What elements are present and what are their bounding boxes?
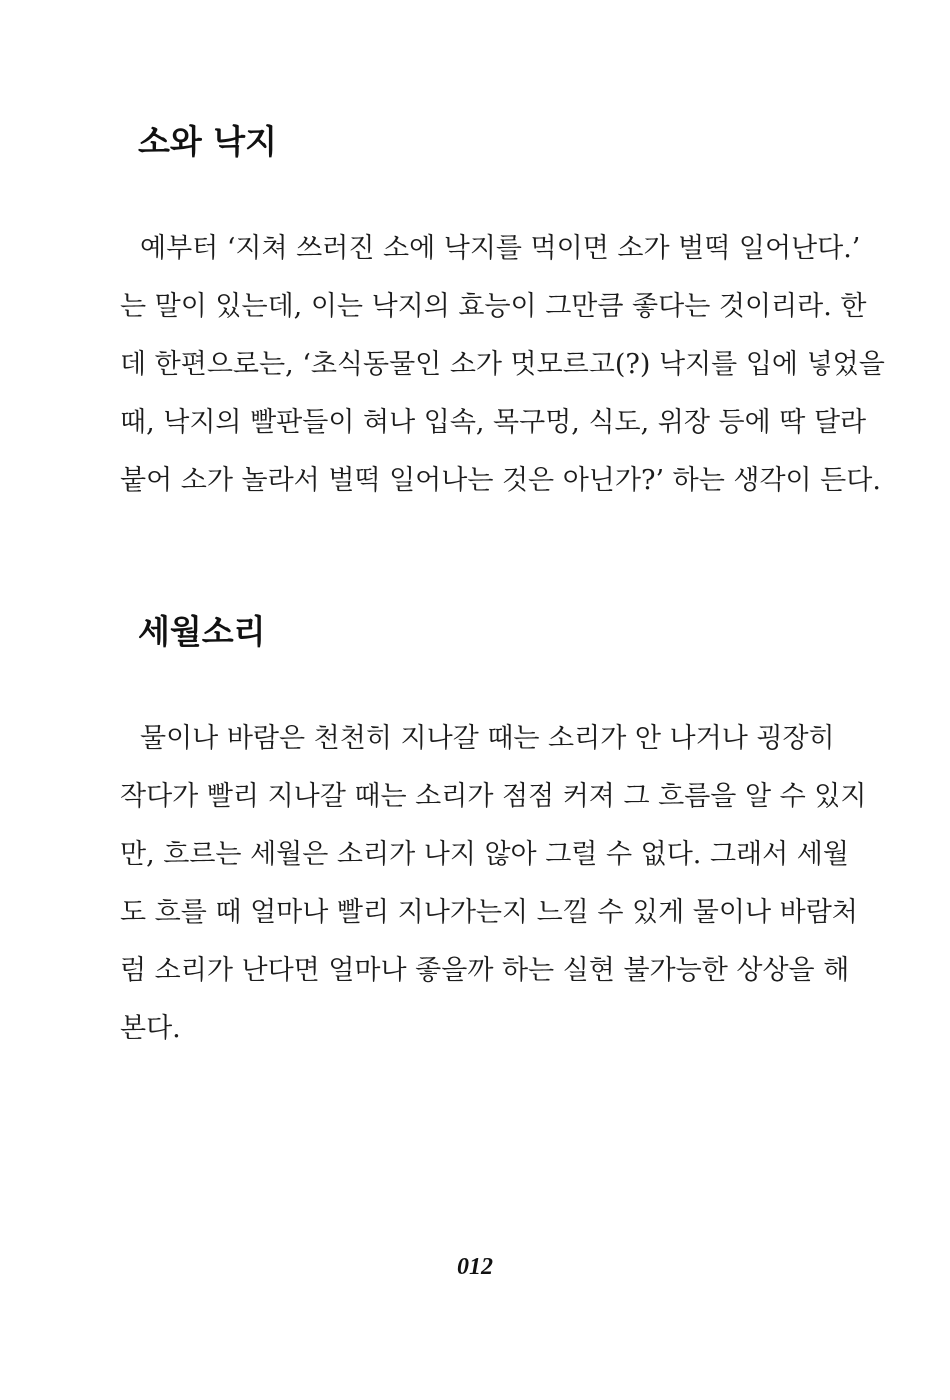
paragraph-line: 럼 소리가 난다면 얼마나 좋을까 하는 실현 불가능한 상상을 해 <box>120 955 850 986</box>
essay-section-ox-and-octopus <box>120 120 885 496</box>
paragraph-line: 예부터 ‘지쳐 쓰러진 소에 낙지를 먹이면 소가 벌떡 일어난다.’ <box>140 233 861 264</box>
paragraph-line: 만, 흐르는 세월은 소리가 나지 않아 그럴 수 없다. 그래서 세월 <box>120 839 849 870</box>
page-number: 012 <box>457 1254 493 1280</box>
paragraph-line: 때, 낙지의 빨판들이 혀나 입속, 목구멍, 식도, 위장 등에 딱 달라 <box>120 407 867 438</box>
paragraph-line: 는 말이 있는데, 이는 낙지의 효능이 그만큼 좋다는 것이리라. 한 <box>120 291 867 322</box>
paragraph-line: 붙어 소가 놀라서 벌떡 일어나는 것은 아닌가?’ 하는 생각이 든다. <box>120 465 881 496</box>
paragraph-line: 도 흐를 때 얼마나 빨리 지나가는지 느낄 수 있게 물이나 바람처 <box>120 897 858 928</box>
paragraph-line: 작다가 빨리 지나갈 때는 소리가 점점 커져 그 흐름을 알 수 있지 <box>120 781 867 812</box>
section-paragraph <box>120 710 867 1058</box>
essay-section-sound-of-time <box>120 610 867 1044</box>
section-title: 세월소리 <box>138 612 266 651</box>
section-title: 소와 낙지 <box>138 122 278 161</box>
paragraph-line: 본다. <box>120 1013 181 1044</box>
paragraph-line: 데 한편으로는, ‘초식동물인 소가 멋모르고(?) 낙지를 입에 넣었을 <box>120 349 885 380</box>
section-paragraph <box>120 220 885 510</box>
paragraph-line: 물이나 바람은 천천히 지나갈 때는 소리가 안 나거나 굉장히 <box>140 723 835 754</box>
